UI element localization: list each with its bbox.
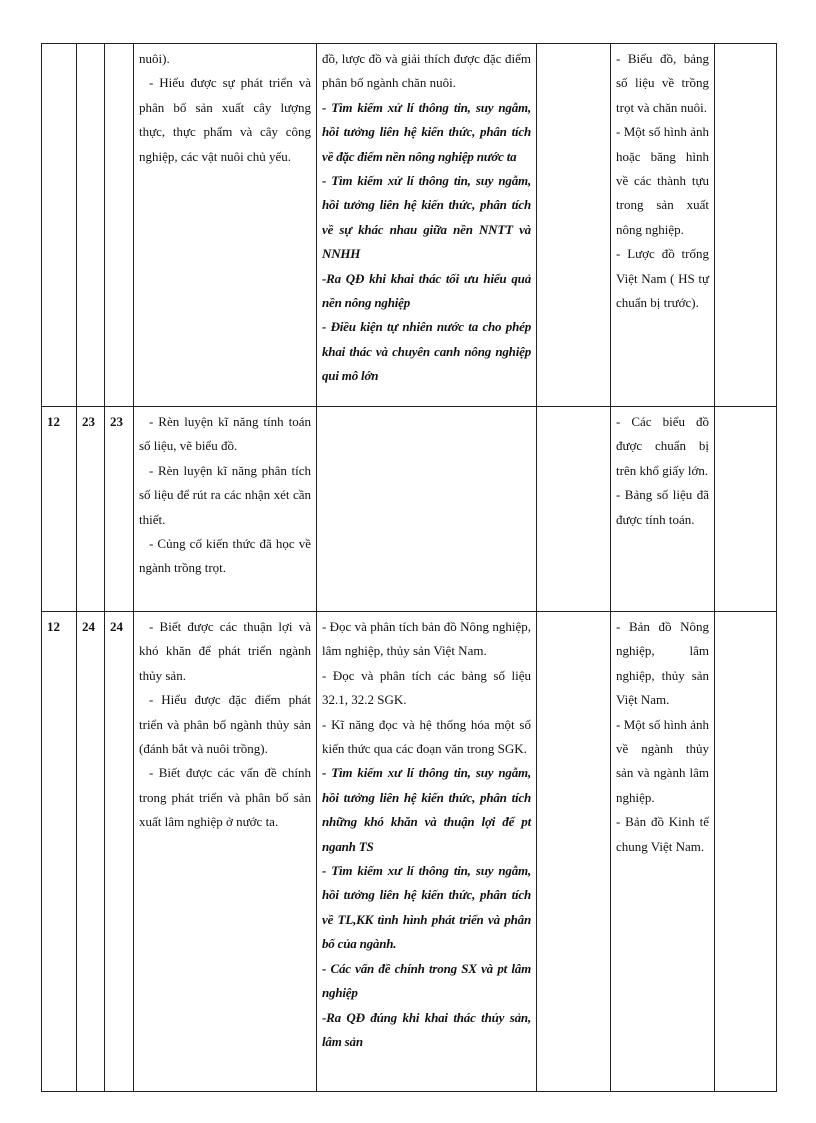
- note-cell: [715, 44, 777, 407]
- objectives-cell: [134, 612, 317, 1092]
- cell-text: - Các vấn đề chính trong SX và pt lâm nghiệp: [322, 960, 531, 1001]
- cell-text: - Bản đồ Kinh tế chung Việt Nam.: [616, 814, 709, 854]
- cell-text: - Kĩ năng đọc và hệ thống hóa một số kiến thức qua các đoạn văn trong SGK.: [322, 716, 531, 757]
- lesson-plan-body: [42, 44, 777, 1092]
- table-row: [42, 44, 777, 407]
- cell-text: - Biết được các vấn đề chính trong phát triển và phân bố sản xuất lâm nghiệp ở nước ta.: [139, 765, 311, 830]
- skills-cell: [317, 407, 537, 612]
- lesson-cell: [105, 44, 134, 407]
- materials-cell: [611, 44, 715, 407]
- cell-text: - Rèn luyện kĩ năng phân tích số liệu để rút ra các nhận xét cần thiết.: [139, 462, 311, 527]
- cell-text: - Tìm kiếm xư lí thông tin, suy ngẫm, hồi tưởng liên hệ kiến thức, phân tích những khó khăn và thuận lợi để pt nganh TS: [322, 765, 531, 854]
- cell-text: - Tìm kiếm xử lí thông tin, suy ngẫm, hồi tưởng liên hệ kiến thức, phân tích về sự khác nhau giữa nền NNTT và NNHH: [322, 173, 531, 262]
- cell-text: - Biết được các thuận lợi và khó khăn để phát triển ngành thủy sản.: [139, 619, 311, 683]
- objectives-cell: [134, 44, 317, 407]
- cell-text: - Bảng số liệu đã được tính toán.: [616, 487, 709, 527]
- cell-text: - Tìm kiếm xử lí thông tin, suy ngẫm, hồi tưởng liên hệ kiến thức, phân tích về đặc điểm nền nông nghiệp nước ta: [322, 99, 531, 164]
- cell-text: nuôi).: [139, 51, 170, 66]
- cell-text: - Đọc và phân tích bản đồ Nông nghiệp, lâm nghiệp, thủy sản Việt Nam.: [322, 619, 531, 659]
- cell-text: - Bản đồ Nông nghiệp, lâm nghiệp, thủy sản Việt Nam.: [616, 619, 709, 708]
- cell-text: đồ, lược đồ và giải thích được đặc điểm phân bố ngành chăn nuôi.: [322, 51, 531, 91]
- cell-text: - Rèn luyện kĩ năng tính toán số liệu, vẽ biểu đồ.: [139, 414, 311, 454]
- objectives-cell: [134, 407, 317, 612]
- cell-text: - Biểu đồ, bảng số liệu về trồng trọt và chăn nuôi.: [616, 51, 709, 115]
- materials-cell: [611, 407, 715, 612]
- method-cell: [537, 407, 611, 612]
- note-cell: [715, 407, 777, 612]
- cell-text: - Đọc và phân tích các bảng số liệu 32.1, 32.2 SGK.: [322, 667, 531, 708]
- lesson-plan-table: [41, 43, 777, 1092]
- period-cell: [77, 44, 105, 407]
- cell-text: - Các biểu đồ được chuẩn bị trên khổ giấy lớn.: [616, 414, 709, 478]
- week-cell: 12: [42, 612, 77, 1092]
- week-cell: [42, 44, 77, 407]
- materials-cell: [611, 612, 715, 1092]
- method-cell: [537, 44, 611, 407]
- lesson-cell: 24: [105, 612, 134, 1092]
- cell-text: - Một số hình ảnh hoặc băng hình về các thành tựu trong sản xuất nông nghiệp.: [616, 124, 709, 237]
- skills-cell: [317, 44, 537, 407]
- period-cell: 24: [77, 612, 105, 1092]
- period-cell: 23: [77, 407, 105, 612]
- cell-text: - Một số hình ảnh về ngành thủy sản và ngành lâm nghiệp.: [616, 716, 709, 805]
- cell-text: - Tìm kiếm xư lí thông tin, suy ngẫm, hồi tưởng liên hệ kiến thức, phân tích về TL,KK tình hình phát triển và phân bố của ngành.: [322, 863, 531, 952]
- lesson-cell: 23: [105, 407, 134, 612]
- cell-text: - Hiểu được đặc điểm phát triển và phân bố ngành thủy sản (đánh bắt và nuôi trồng).: [139, 692, 311, 757]
- table-row: [42, 407, 777, 612]
- method-cell: [537, 612, 611, 1092]
- week-cell: 12: [42, 407, 77, 612]
- note-cell: [715, 612, 777, 1092]
- skills-cell: [317, 612, 537, 1092]
- cell-text: -Ra QĐ đúng khi khai thác thủy sản, lâm sản: [322, 1009, 531, 1049]
- table-row: [42, 612, 777, 1092]
- cell-text: - Hiểu được sự phát triển và phân bố sản xuất cây lượng thực, thực phẩm và cây công nghiệp, các vật nuôi chủ yếu.: [139, 75, 311, 164]
- cell-text: - Điều kiện tự nhiên nước ta cho phép khai thác và chuyên canh nông nghiệp qui mô lớn: [322, 319, 531, 384]
- cell-text: -Ra QĐ khi khai thác tối ưu hiểu quả nền nông nghiệp: [322, 270, 531, 311]
- cell-text: - Lược đồ trống Việt Nam ( HS tự chuẩn bị trước).: [616, 246, 709, 311]
- cell-text: - Củng cố kiến thức đã học về ngành trồng trọt.: [139, 536, 311, 576]
